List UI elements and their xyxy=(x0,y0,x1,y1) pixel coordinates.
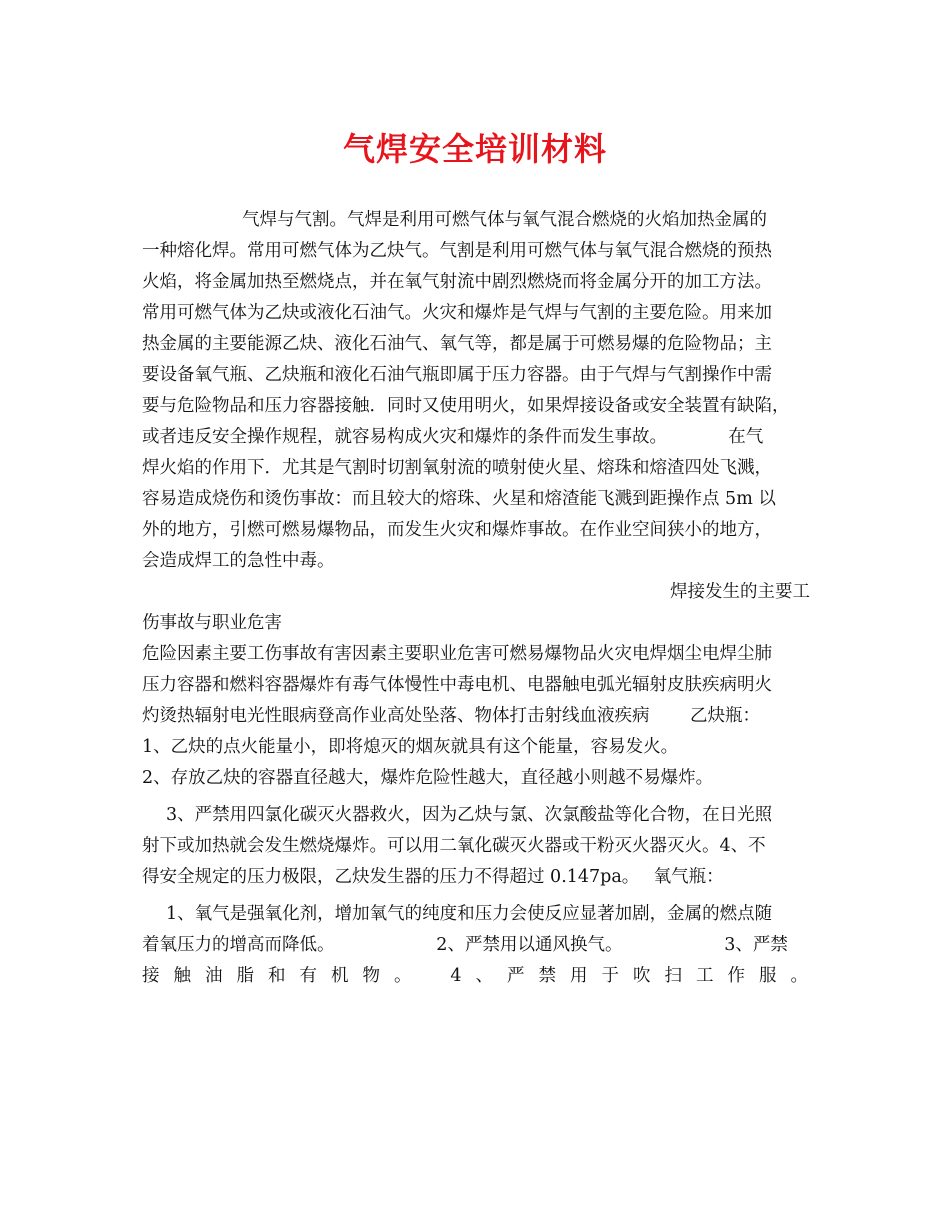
paragraph-line: 焊接发生的主要工 xyxy=(670,582,810,602)
last-line-left: 接触油脂和有机物。 xyxy=(142,966,426,986)
paragraph-line: 要与危险物品和压力容器接触．同时又使用明火，如果焊接设备或安全装置有缺陷， xyxy=(142,396,790,416)
paragraph-line: 一种熔化焊。常用可燃气体为乙炔气。气割是利用可燃气体与氧气混合燃烧的预热 xyxy=(142,241,772,261)
last-line-right: 4、严禁用于吹扫工作服。 xyxy=(450,966,822,986)
paragraph-line: 3、严禁用四氯化碳灭火器救火，因为乙炔与氯、次氯酸盐等化合物，在日光照 xyxy=(166,805,773,825)
paragraph-line: 1、氧气是强氧化剂，增加氧气的纯度和压力会使反应显著加剧，金属的燃点随 xyxy=(166,904,773,924)
paragraph-line: 灼烫热辐射电光性眼病登高作业高处坠落、物体打击射线血液疾病 乙炔瓶： xyxy=(142,706,761,726)
paragraph-line: 压力容器和燃料容器爆炸有毒气体慢性中毒电机、电器触电弧光辐射皮肤疾病明火 xyxy=(142,675,772,695)
paragraph-line: 射下或加热就会发生燃烧爆炸。可以用二氧化碳灭火器或干粉灭火器灭火。4、不 xyxy=(142,836,766,856)
paragraph-line: 着氧压力的增高而降低。 2、严禁用以通风换气。 3、严禁 xyxy=(142,935,788,955)
paragraph-line: 要设备氧气瓶、乙炔瓶和液化石油气瓶即属于压力容器。由于气焊与气割操作中需 xyxy=(142,365,772,385)
paragraph-line: 常用可燃气体为乙炔或液化石油气。火灾和爆炸是气焊与气割的主要危险。用来加 xyxy=(142,303,772,323)
paragraph-line: 2、存放乙炔的容器直径越大，爆炸危险性越大，直径越小则越不易爆炸。 xyxy=(142,768,714,788)
paragraph-line: 容易造成烧伤和烫伤事故：而且较大的熔珠、火星和熔渣能飞溅到距操作点 5m 以 xyxy=(142,489,776,509)
paragraph-line: 危险因素主要工伤事故有害因素主要职业危害可燃易爆物品火灾电焊烟尘电焊尘肺 xyxy=(142,644,772,664)
paragraph-line: 1、乙炔的点火能量小，即将熄灭的烟灰就具有这个能量，容易发火。 xyxy=(142,737,679,757)
paragraph-line: 焊火焰的作用下．尤其是气割时切割氧射流的喷射使火星、熔珠和熔渣四处飞溅， xyxy=(142,458,772,478)
paragraph-line: 气焊与气割。气焊是利用可燃气体与氧气混合燃烧的火焰加热金属的 xyxy=(242,210,767,230)
document-title: 气焊安全培训材料 xyxy=(342,130,607,168)
paragraph-line xyxy=(142,961,826,992)
paragraph-line: 热金属的主要能源乙炔、液化石油气、氧气等，都是属于可燃易爆的危险物品；主 xyxy=(142,334,772,354)
paragraph-line: 外的地方，引燃可燃易爆物品，而发生火灾和爆炸事故。在作业空间狭小的地方， xyxy=(142,520,772,540)
paragraph-line: 伤事故与职业危害 xyxy=(142,613,282,633)
paragraph-line: 得安全规定的压力极限，乙炔发生器的压力不得超过 0.147pa。 氧气瓶： xyxy=(142,867,724,887)
paragraph-line: 会造成焊工的急性中毒。 xyxy=(142,551,335,571)
document-body xyxy=(142,205,826,992)
paragraph-line: 或者违反安全操作规程，就容易构成火灾和爆炸的条件而发生事故。 在气 xyxy=(142,427,764,447)
paragraph-line: 火焰，将金属加热至燃烧点，并在氧气射流中剧烈燃烧而将金属分开的加工方法。 xyxy=(142,272,772,292)
